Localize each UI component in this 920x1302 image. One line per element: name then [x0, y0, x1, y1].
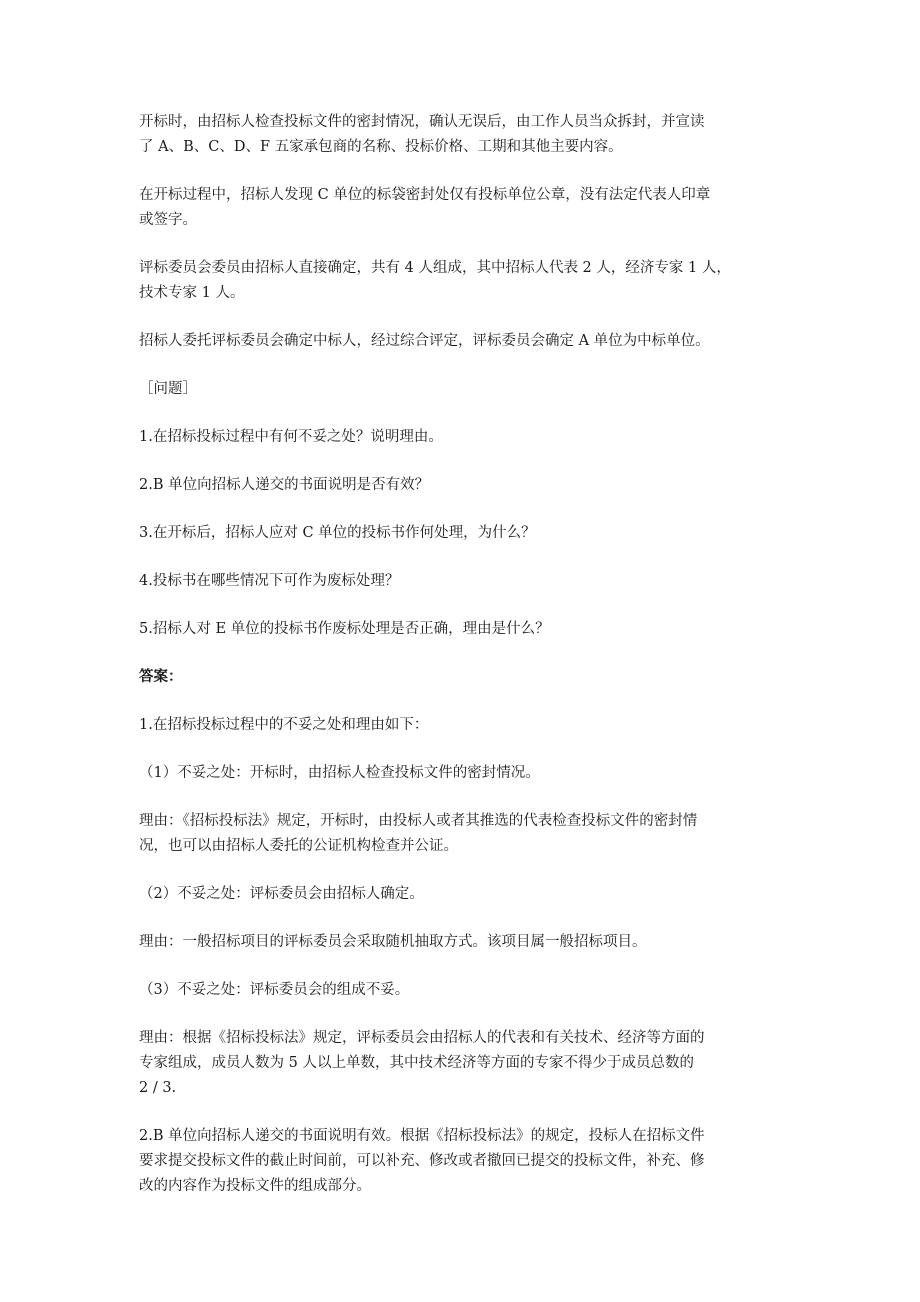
answer-1-reason-1: 理由：《招标投标法》规定，开标时，由投标人或者其推选的代表检查投标文件的密封情 况，也可以由招标人委托的公证机构检查并公证。: [139, 813, 698, 854]
question-4: 4.投标书在哪些情况下可作为废标处理？: [139, 573, 400, 589]
paragraph-bid-opening: 开标时，由招标人检查投标文件的密封情况，确认无误后，由工作人员当众拆封，并宣读 了 A、B、C、D、F 五家承包商的名称、投标价格、工期和其他主要内容。: [139, 114, 705, 155]
paragraph-c-unit-seal: 在开标过程中，招标人发现 C 单位的标袋密封处仅有投标单位公章，没有法定代表人印章 或签字。: [139, 187, 711, 228]
section-heading-questions: ［问题］: [139, 381, 197, 397]
answer-2: 2.B 单位向招标人递交的书面说明有效。根据《招标投标法》的规定，投标人在招标文件 要求提交投标文件的截止时间前，可以补充、修改或者撤回已提交的投标文件，补充、修 改的内容作为投标文件的组成部分。: [139, 1128, 705, 1194]
answer-1-reason-3: 理由：根据《招标投标法》规定，评标委员会由招标人的代表和有关技术、经济等方面的 专家组成，成员人数为 5 人以上单数，其中技术经济等方面的专家不得少于成员总数的 2 / 3.: [139, 1030, 705, 1096]
answer-1-intro: 1.在招标投标过程中的不妥之处和理由如下：: [139, 717, 429, 733]
document-page: [139, 110, 784, 1222]
question-2: 2.B 单位向招标人递交的书面说明是否有效？: [139, 477, 430, 493]
section-heading-answers: 答案：: [139, 669, 183, 685]
answer-1-reason-2: 理由：一般招标项目的评标委员会采取随机抽取方式。该项目属一般招标项目。: [139, 934, 647, 950]
question-5: 5.招标人对 E 单位的投标书作废标处理是否正确，理由是什么？: [139, 621, 550, 637]
paragraph-committee: 评标委员会委员由招标人直接确定，共有 4 人组成，其中招标人代表 2 人，经济专家 1 人， 技术专家 1 人。: [139, 260, 731, 301]
question-1: 1.在招标投标过程中有何不妥之处？说明理由。: [139, 429, 443, 445]
answer-1-item-3: （3）不妥之处：评标委员会的组成不妥。: [139, 982, 410, 998]
paragraph-winner: 招标人委托评标委员会确定中标人，经过综合评定，评标委员会确定 A 单位为中标单位。: [139, 333, 710, 349]
question-3: 3.在开标后，招标人应对 C 单位的投标书作何处理，为什么？: [139, 525, 536, 541]
answer-1-item-2: （2）不妥之处：评标委员会由招标人确定。: [139, 886, 424, 902]
answer-1-item-1: （1）不妥之处：开标时，由招标人检查投标文件的密封情况。: [139, 765, 540, 781]
